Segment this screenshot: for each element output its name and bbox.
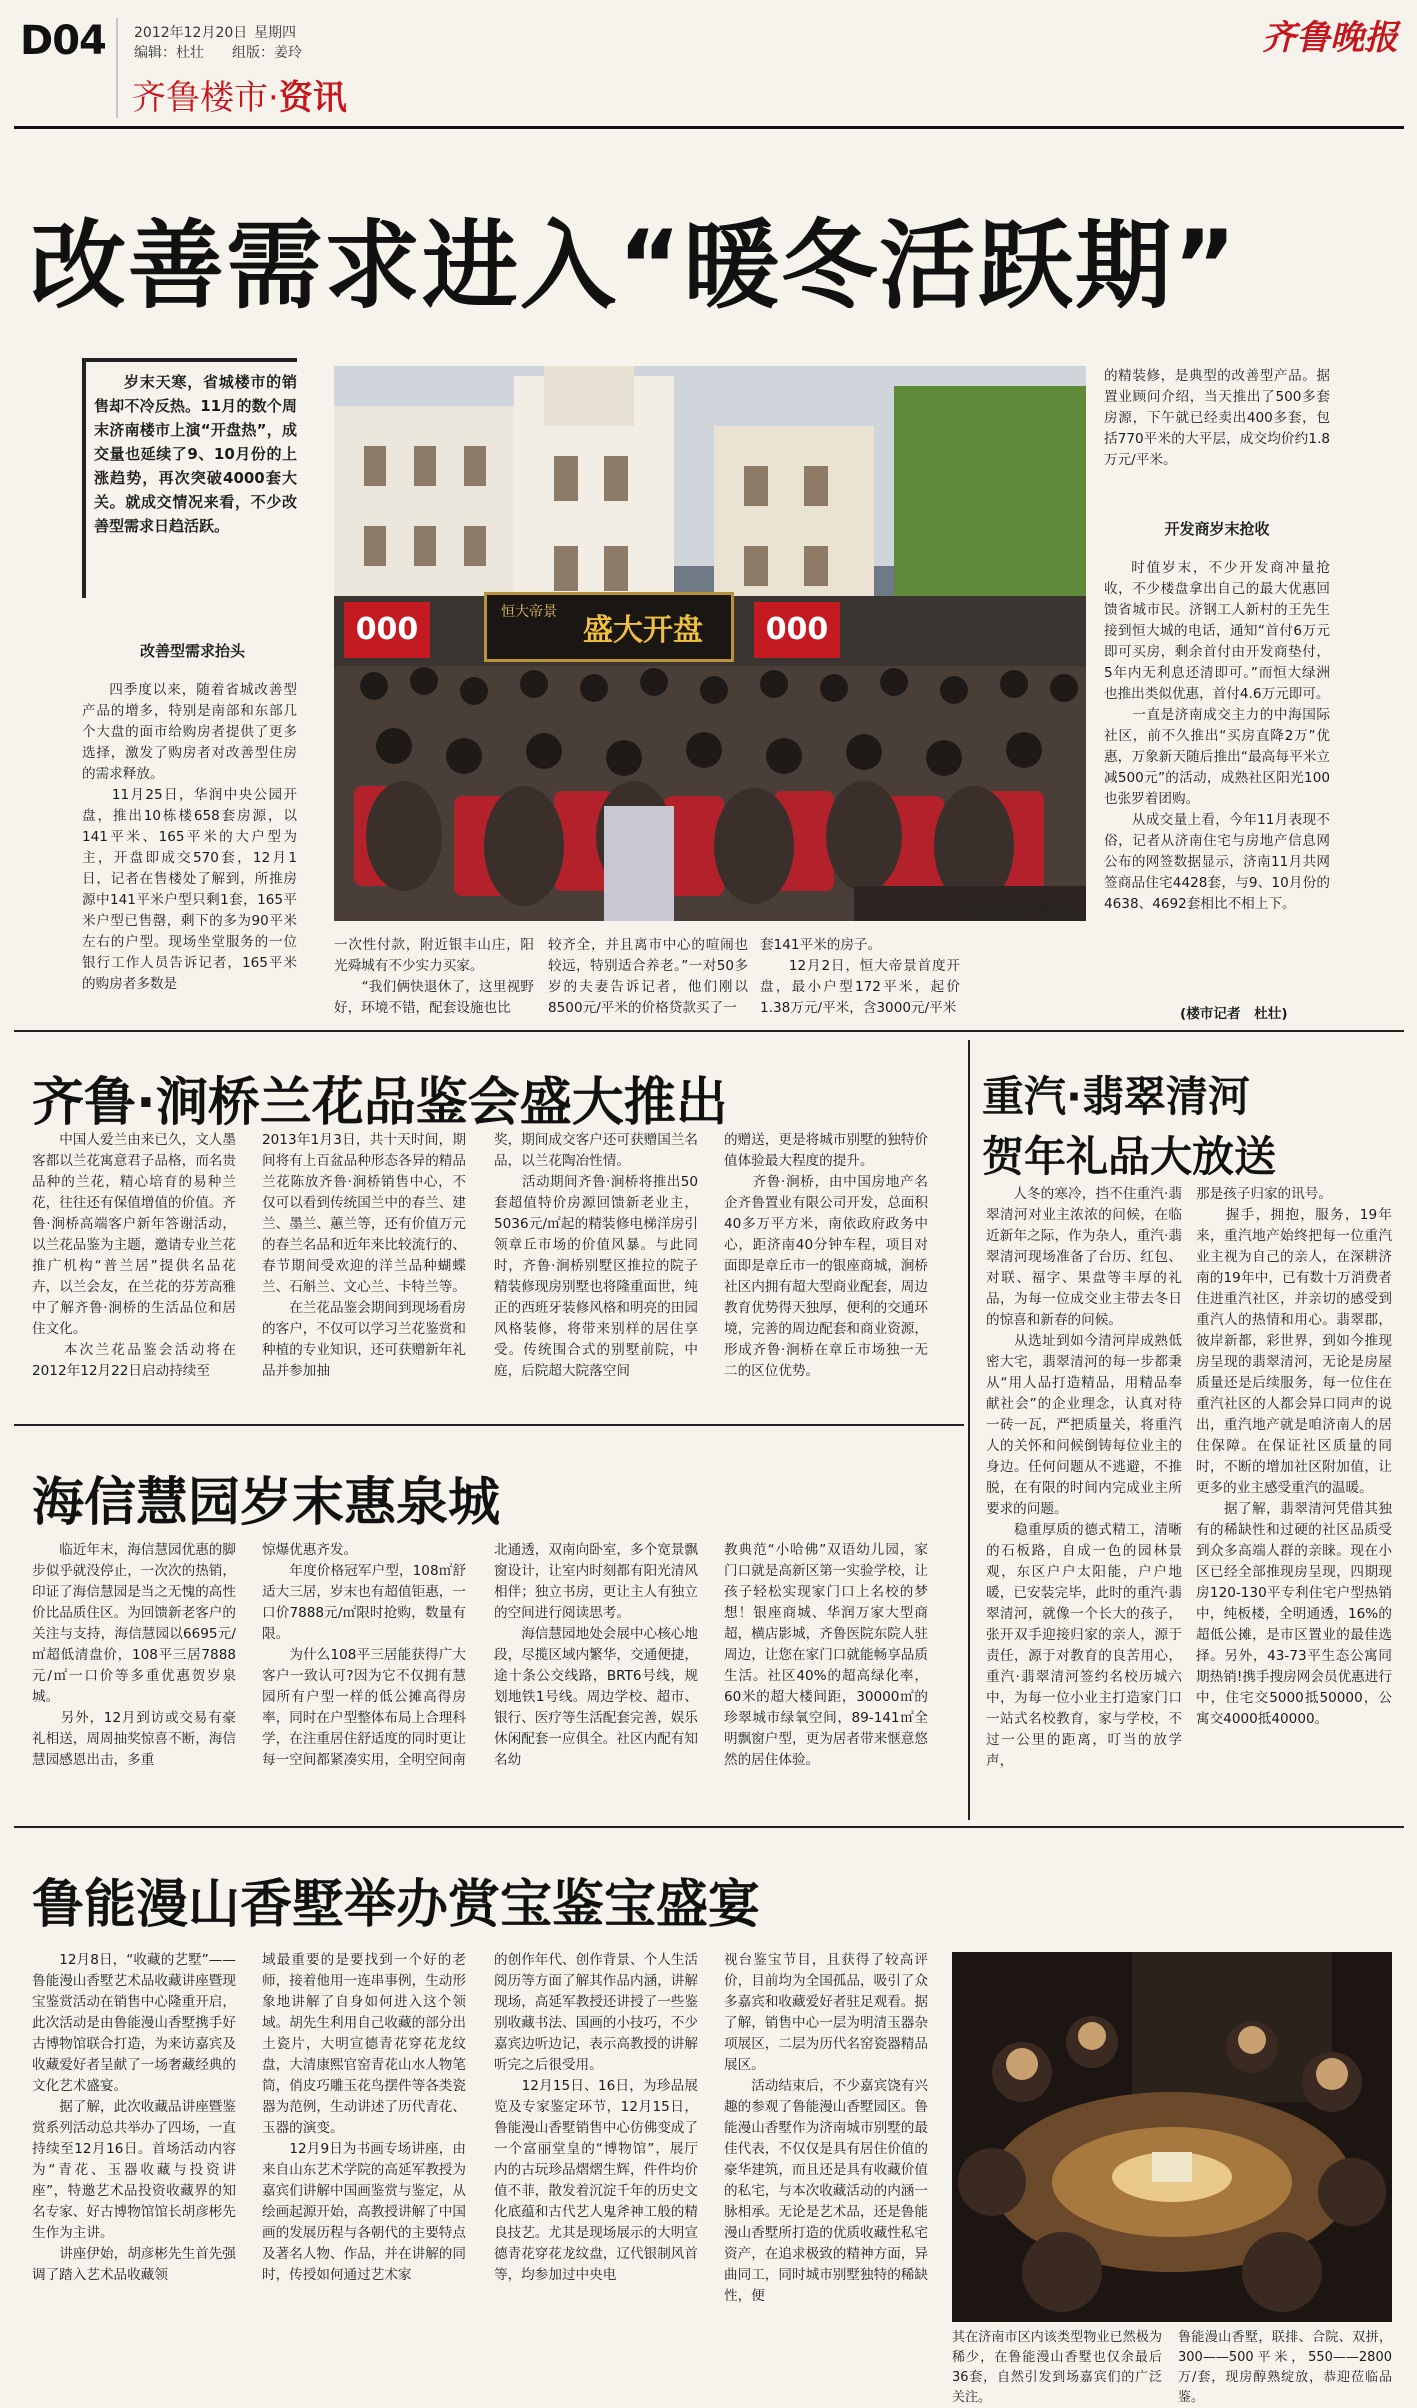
story5-caption-2: 鲁能漫山香墅，联排、合院、双拼，300——500平米，550——2800万/套，现房醇熟绽放，恭迎莅临品鉴。	[1178, 2330, 1392, 2405]
story4-headline-2: 贺年礼品大放送	[982, 1132, 1277, 1181]
collection-event-illustration	[952, 1952, 1392, 2322]
story1-bottom-rule	[14, 1030, 1404, 1032]
story1-photo	[334, 366, 1086, 921]
story4-col2: 那是孩子归家的讯号。 握手，拥抱，服务，19年来，重汽地产始终把每一位重汽业主视为自己的亲人，在深耕济南的19年中，已有数十万消费者住进重汽社区，并亲切的感受到重汽人的热情和用心。翡翠郡，彼岸新都，彩世界，到如今推现房呈现的翡翠清河，无论是房屋质量还是后续服务，每一位住在重汽社区的人都会异口同声的说出，重汽地产就是咱济南人的居住保障。在保证社区质量的同时，不断的增加社区附加值，让更多的业主感受重汽的温暖。 据了解，翡翠清河凭借其独有的稀缺性和过硬的社区品质受到众多高端人群的亲睐。现在小区已经全部推现房呈现，四期现房120-130平专利住宅户型热销中，纯板楼，全明通透，16%的超低公摊，是市区置业的最佳选择。另外，43-73平生态公寓同期热销!携手搜房网会员优惠进行中，住宅交5000抵50000，公寓交4000抵40000。	[1196, 1186, 1392, 1727]
story5-photo	[952, 1952, 1392, 2322]
banner-right	[754, 602, 840, 658]
story4-headline-1: 重汽·翡翠清河	[982, 1072, 1250, 1121]
story1-subhead-2: 开发商岁末抢收	[1164, 520, 1270, 538]
story1-col5: 的精装修，是典型的改善型产品。据置业顾问介绍，当天推出了500多套房源，下午就已经卖出400多套，包括770平米的大平层，成交均价约1.8万元/平米。	[1104, 368, 1330, 468]
story4-left-rule	[968, 1040, 970, 1820]
story5-col2: 域最重要的是要找到一个好的老师，接着他用一连串事例，生动形象地讲解了自身如何进入这个领域。胡先生利用自己收藏的部分出土瓷片，大明宣德青花穿花龙纹盘，大清康熙官窑青花山水人物笔筒，俏皮巧雕玉花鸟摆件等各类瓷器为范例，生动讲述了历代青花、玉器的演变。 12月9日为书画专场讲座，由来自山东艺术学院的高延军教授为嘉宾们讲解中国画鉴赏与鉴定，从绘画起源开始，高教授讲解了中国画的发展历程与各朝代的主要特点及著名人物、作品，并在讲解的同时，传授如何通过艺术家	[262, 1952, 466, 2283]
story3-col2: 惊爆优惠齐发。 年度价格冠军户型，108㎡舒适大三居，岁末也有超值钜惠，一口价7888元/㎡限时抢购，数量有限。 为什么108平三居能获得广大客户一致认可?因为它不仅拥有慧园所有户型一样的低公摊高得房率，同时在户型整体布局上合理科学，在注重居住舒适度的同时更让每一空间都紧凑实用，全明空间南	[262, 1542, 466, 1768]
story2-col1: 中国人爱兰由来已久，文人墨客都以兰花寓意君子品格，而名贵品种的兰花，精心培育的易种兰花，往往还有保值增值的价值。齐鲁·涧桥高端客户新年答谢活动，以兰花品鉴为主题，邀请专业兰花推广机构“普兰居”提供名品花卉，以兰会友，在兰花的芬芳高雅中了解齐鲁·涧桥的生活品位和居住文化。 本次兰花品鉴会活动将在2012年12月22日启动持续至	[32, 1132, 236, 1379]
story5-col1: 12月8日，“收藏的艺墅”——鲁能漫山香墅艺术品收藏讲座暨现宝鉴赏活动在销售中心隆重开启，此次活动是由鲁能漫山香墅携手好古博物馆联合打造，为来访嘉宾及收藏爱好者呈献了一场奢藏经典的文化艺术盛宴。 据了解，此次收藏品讲座暨鉴赏系列活动总共举办了四场，一直持续至12月16日。首场活动内容为“青花、玉器收藏与投资讲座”，特邀艺术品投资收藏界的知名专家、好古博物馆馆长胡彦彬先生作为主讲。 讲座伊始，胡彦彬先生首先强调了踏入艺术品收藏领	[32, 1952, 236, 2283]
story2-col3: 奖，期间成交客户还可获赠国兰名品，以兰花陶冶性情。 活动期间齐鲁·涧桥将推出50套超值特价房源回馈新老业主，5036元/㎡起的精装修电梯洋房引领章丘市场的价值风暴。与此同时，齐鲁·涧桥别墅区推拉的院子精装修现房别墅也将隆重面世，纯正的西班牙装修风格和明亮的田园风格装修，将带来别样的居住享受。传统围合式的别墅前院，中庭，后院超大院落空间	[494, 1132, 698, 1379]
story3-col1: 临近年末，海信慧园优惠的脚步似乎就没停止，一次次的热销，印证了海信慧园是当之无愧的高性价比品质住区。为回馈新老客户的关注与支持，海信慧园以6695元/㎡超低清盘价，108平三居7888元/㎡一口价等多重优惠贺岁泉城。 另外，12月到访或交易有豪礼相送，周周抽奖惊喜不断，海信慧园感恩出击，多重	[32, 1542, 236, 1768]
story1-col5b: 时值岁末，不少开发商冲量抢收，不少楼盘拿出自己的最大优惠回馈省城市民。济钢工人新村的王先生接到恒大城的电话，通知“首付6万元即可买房，剩余首付由开发商垫付，5年内无利息还清即可。”而恒大绿洲也推出类似优惠，首付4.6万元即可。 一直是济南成交主力的中海国际社区，前不久推出“买房直降2万”优惠，万象新天随后推出“最高每平米立减500元”的活动，成熟社区阳光100也张罗着团购。 从成交量上看，今年11月表现不俗，记者从济南住宅与房地产信息网公布的网签数据显示，济南11月共网签商品住宅4428套，与9、10月份的4638、4692套相比不相上下。	[1104, 560, 1330, 912]
section-sub: 资讯	[278, 78, 347, 118]
page-header	[0, 0, 1417, 130]
banner-brand: 恒大帝景	[501, 604, 557, 620]
brand-logo: 齐鲁晚报	[1262, 18, 1398, 58]
section-dot: ·	[268, 78, 279, 118]
story1-headline: 改善需求进入“暖冬活跃期”	[30, 210, 1239, 322]
story4-col1: 人冬的寒冷，挡不住重汽·翡翠清河对业主浓浓的问候，在临近新年之际，作为杂人，重汽·翡翠清河现场准备了台历、红包、对联、福字、果盘等丰厚的礼品，为每一位成交业主带去冬日的惊喜和新春的问候。 从选址到如今清河岸成熟低密大宅，翡翠清河的每一步都秉从“用人品打造精品，用精品奉献社会”的企业理念，认真对待一砖一瓦，严把质量关，将重汽人的关怀和问候倒铸每位业主的身边。任何问题从不逃避，不推脱，在有限的时间内完成业主所要求的问题。 稳重厚质的德式精工，清晰的石板路，自成一色的园林景观，东区户户太阳能，户户地暖，已安装完毕，此时的重汽·翡翠清河，就像一个长大的孩子，张开双手迎接归家的亲人，源于责任，源于对教育的良苦用心，重汽·翡翠清河签约名校历城六中，为每一位小业主打造家门口一站式名校教育，家与学校，不过一公里的距离，叮当的放学声，	[986, 1186, 1182, 1769]
story2-col4: 的赠送，更是将城市别墅的独特价值体验最大程度的提升。 齐鲁·涧桥，由中国房地产名企齐鲁置业有限公司开发，总面积40多万平方米，南依政府政务中心，距济南40分钟车程，项目对面即是章丘市一的银座商城，涧桥社区内拥有超大型商业配套，周边教育优势得天独厚，便利的交通环境，完善的周边配套和商业资源，形成齐鲁·涧桥在章丘市场独一无二的区位优势。	[724, 1132, 928, 1379]
story1-lead: 岁末天寒，省城楼市的销售却不冷反热。11月的数个周末济南楼市上演“开盘热”，成交量也延续了9、10月份的上涨趋势，再次突破4000套大关。就成交情况来看，不少改善型需求日趋活跃。	[94, 373, 297, 535]
header-editor: 编辑：杜壮	[134, 45, 204, 61]
story3-col3: 北通透，双南向卧室，多个宽景飘窗设计，让室内时刻都有阳光清风相伴；独立书房，更让主人有独立的空间进行阅读思考。 海信慧园地处会展中心核心地段，尽揽区域内繁华，交通便捷，途十条公交线路，BRT6号线，规划地铁1号线。周边学校、超市、银行、医疗等生活配套完善，娱乐休闲配套一应俱全。社区内配有知名幼	[494, 1542, 698, 1768]
story1-byline: (楼市记者 杜壮)	[1180, 1006, 1288, 1022]
header-rule	[14, 126, 1404, 129]
page-number: D04	[20, 18, 106, 64]
story2-headline: 齐鲁·涧桥兰花品鉴会盛大推出	[32, 1073, 728, 1133]
story1-col4: 套141平米的房子。 12月2日，恒大帝景首度开盘，最小户型172平米，起价1.38万元/平米，含3000元/平米	[760, 937, 960, 1016]
header-layout: 组版：姜玲	[232, 45, 302, 61]
story1-col3: 较齐全，并且离市中心的喧闹也较远，特别适合养老。”一对50多岁的夫妻告诉记者，他们刚以8500元/平米的价格贷款买了一	[548, 937, 748, 1016]
banner-center-text: 盛大开盘	[583, 613, 703, 648]
story3-headline: 海信慧园岁末惠泉城	[32, 1473, 501, 1533]
story1-col1: 四季度以来，随着省城改善型产品的增多，特别是南部和东部几个大盘的面市给购房者提供了更多选择，激发了购房者对改善型住房的需求释放。 11月25日，华润中央公园开盘，推出10栋楼658套房源，以141平米、165平米的大户型为主，开盘即成交570套，12月1日，记者在售楼处了解到，所推房源中141平米户型只剩1套，165平米户型已售罄，剩下的多为90平米左右的户型。现场坐堂服务的一位银行工作人员告诉记者，165平米的购房者多数是	[82, 682, 297, 992]
story3-bottom-rule	[14, 1826, 1404, 1828]
section-main: 齐鲁楼市	[132, 78, 268, 118]
story5-caption-1: 其在济南市区内该类型物业已然极为稀少，在鲁能漫山香墅也仅余最后36套，自然引发到场嘉宾们的广泛关注。	[952, 2330, 1162, 2405]
story1-subhead-1: 改善型需求抬头	[139, 642, 245, 660]
story2-col2: 2013年1月3日，共十天时间，期间将有上百盆品种形态各异的精品兰花陈放齐鲁·涧桥销售中心，不仅可以看到传统国兰中的春兰、建兰、墨兰、蕙兰等，还有价值万元的春兰名品和近年来比较流行的、春节期间受欢迎的洋兰品种蝴蝶兰、石斛兰、文心兰、卡特兰等。 在兰花品鉴会期间到现场看房的客户，不仅可以学习兰花鉴赏和种植的专业知识，还可获赠新年礼品并参加抽	[262, 1132, 466, 1379]
story5-col4: 视台鉴宝节目，且获得了较高评价，目前均为全国孤品，吸引了众多嘉宾和收藏爱好者驻足观看。据了解，销售中心一层为明清玉器杂项展区，二层为历代名窑瓷器精品展区。 活动结束后，不少嘉宾饶有兴趣的参观了鲁能漫山香墅园区。鲁能漫山香墅作为济南城市别墅的最佳代表，不仅仅是具有居住价值的豪华建筑，而且还是具有收藏价值的私宅，与本次收藏活动的内涵一脉相承。无论是艺术品，还是鲁能漫山香墅所打造的优质收藏性私宅资产，在追求极致的精神方面，异曲同工，同时城市别墅独特的稀缺性，便	[724, 1952, 928, 2304]
story5-headline: 鲁能漫山香墅举办赏宝鉴宝盛宴	[32, 1875, 761, 1935]
story1-col2: 一次性付款，附近银丰山庄，阳光舜城有不少实力买家。 “我们俩快退休了，这里视野好，环境不错，配套设施也比	[334, 937, 534, 1016]
banner-left-text: 000	[355, 612, 419, 647]
story2-bottom-rule	[14, 1424, 964, 1426]
header-date: 2012年12月20日	[134, 25, 248, 41]
banner-left	[344, 602, 430, 658]
banner-right-text: 000	[765, 612, 829, 647]
story3-col4: 教典范“小哈佛”双语幼儿园，家门口就是高新区第一实验学校，让孩子轻松实现家门口上名校的梦想！银座商城、华润万家大型商超，横店影城，齐鲁医院东院人驻周边，让您在家门口就能畅享品质生活。社区40%的超高绿化率，60米的超大楼间距，30000㎡的珍翠城市绿氧空间，89-141㎡全明飘窗户型，更为居者带来惬意悠然的居住体验。	[724, 1542, 928, 1768]
header-divider	[116, 18, 118, 118]
banner-center	[484, 592, 734, 662]
story1-photo-caption: 恒大帝景开盘现场	[970, 905, 1075, 920]
story5-col3: 的创作年代、创作背景、个人生活阅历等方面了解其作品内涵，讲解现场，高延军教授还讲授了一些鉴别收藏书法、国画的小技巧，不少嘉宾边听边记，表示高教授的讲解听完之后很受用。 12月15日、16日，为珍品展览及专家鉴定环节，12月15日，鲁能漫山香墅销售中心仿佛变成了一个富丽堂皇的“博物馆”，展厅内的古玩珍品熠熠生辉，件件均价值不菲，散发着沉淀千年的历史文化底蕴和古代艺人鬼斧神工般的精良技艺。尤其是现场展示的大明宣德青花穿花龙纹盘，辽代银制风首等，均参加过中央电	[494, 1952, 698, 2283]
section-title	[132, 70, 347, 119]
story1-lead-box	[82, 358, 297, 598]
header-weekday: 星期四	[254, 25, 296, 41]
